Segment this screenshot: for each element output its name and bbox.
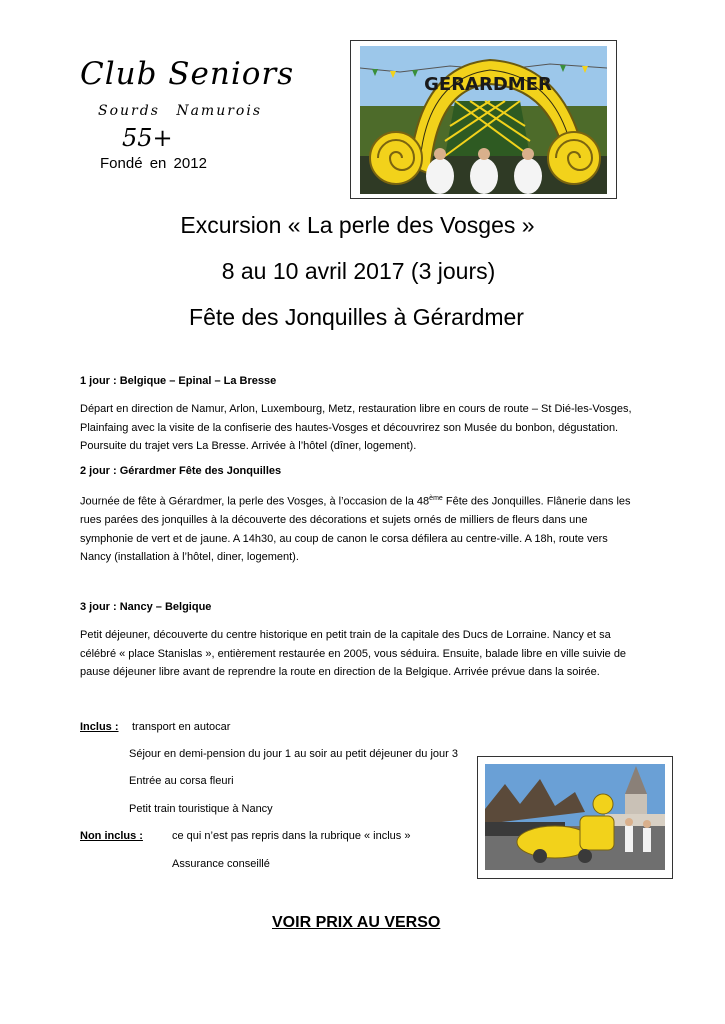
day-3-title: 3 jour : Nancy – Belgique [80,601,212,613]
club-founded: Fondé en 2012 [100,155,207,172]
daffodil-float-image [360,46,607,194]
day-1-text: Départ en direction de Namur, Arlon, Luxembourg, Metz, restauration libre en cours de route – St Dié-les-Vosges, Plainfaing avec la visite de la confiserie des hautes-Vosges et découvrirez son Musée du bonbon, dégustation. Poursuite du trajet vers La Bresse. Arrivée à l’hôtel (dîner, logement). [80,403,632,452]
not-included-item: ce qui n’est pas repris dans la rubrique « inclus » [172,830,411,842]
heading-dates: 8 au 10 avril 2017 (3 jours) [221,258,496,284]
heading-event: Fête des Jonquilles à Gérardmer [189,304,524,330]
parade-image [485,764,665,870]
float-sign-text: GERARDMER [424,74,552,95]
day-2-title: 2 jour : Gérardmer Fête des Jonquilles [80,465,282,477]
see-price-overleaf: VOIR PRIX AU VERSO [272,914,441,931]
included-item: Séjour en demi-pension du jour 1 au soir au petit déjeuner du jour 3 [129,748,458,760]
included-item: Petit train touristique à Nancy [129,803,273,815]
day-3-text: Petit déjeuner, découverte du centre historique en petit train de la capitale des Ducs de Lorraine. Nancy et sa célébré « place Stanislas », entièrement restaurée en 2005, vous séduira. Ensuite, balade libre en ville suivie de pause déjeuner libre avant de reprendre la route en direction de la Belgique. Arrivée prévue dans la soirée. [80,629,627,678]
day-2-text-start: Journée de fête à Gérardmer, la perle des Vosges, à l’occasion de la 48 [80,495,430,508]
club-age: 55+ [122,124,173,152]
photo-gerardmer-float [350,40,617,199]
included-item: Entrée au corsa fleuri [129,775,234,787]
heading-excursion: Excursion « La perle des Vosges » [180,212,535,238]
included-item: transport en autocar [132,721,231,733]
not-included-label: Non inclus : [80,830,143,842]
day-1-title: 1 jour : Belgique – Epinal – La Bresse [80,375,277,387]
day-2-text [80,490,640,567]
club-subtitle: Sourds Namurois [98,103,262,119]
photo-parade-float [477,756,673,879]
day-2-ordinal-suffix: ème [429,495,443,502]
club-title: Club Seniors [80,56,295,92]
included-label: Inclus : [80,721,119,733]
day-2-text-rest: Fête des Jonquilles. Flânerie dans les rues parées des jonquilles à la découverte des décorations et sujets ornés de milliers de fleurs dans une symphonie de vert et de jaune. A 14h30, au coup de canon le corsa défilera au centre-ville. A 18h, route vers Nancy (installation à l’hôtel, diner, logement). [80,495,631,564]
not-included-item: Assurance conseillé [172,858,270,870]
